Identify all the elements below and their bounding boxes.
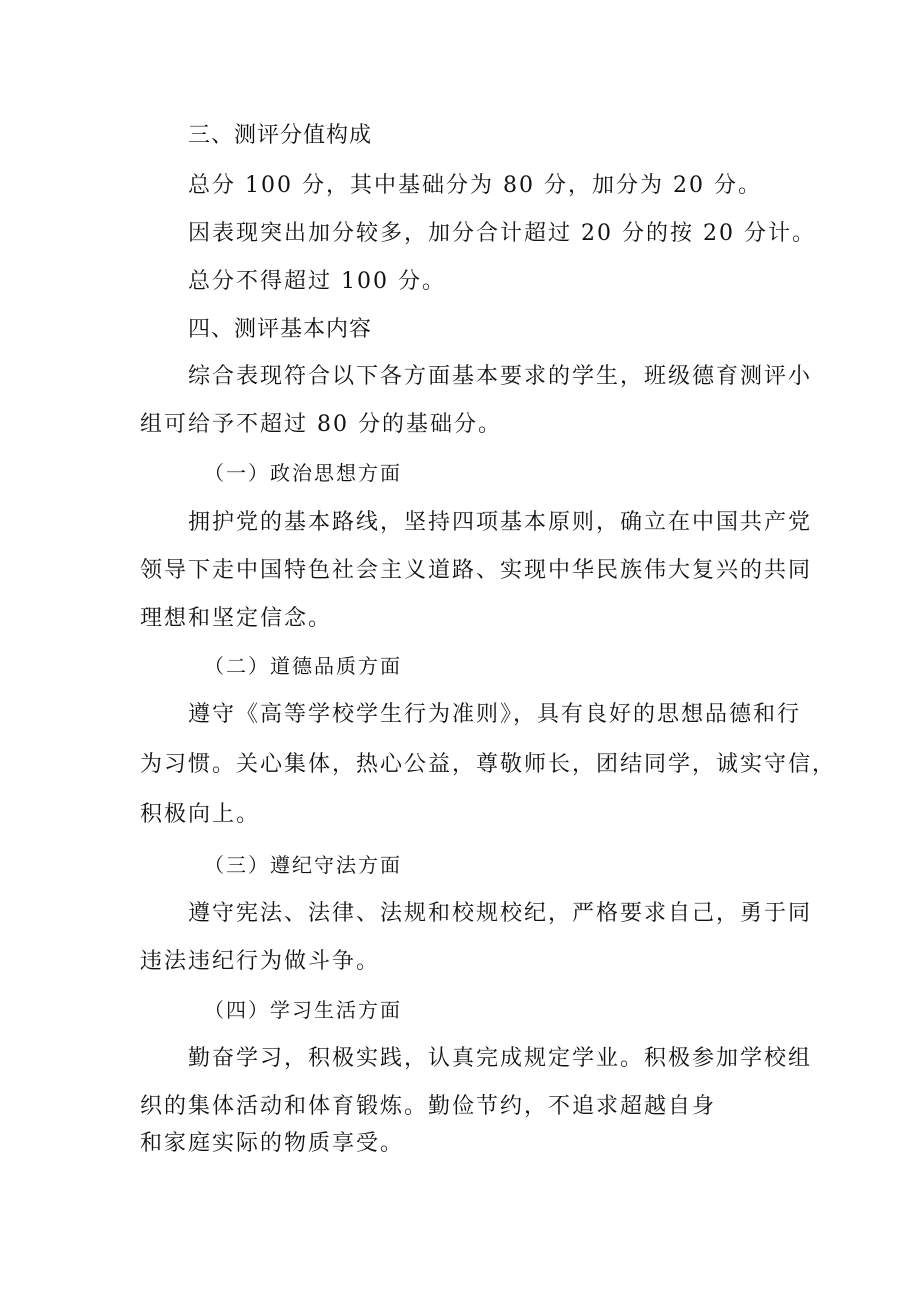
paragraph-line: 组可给予不超过 80 分的基础分。 bbox=[140, 412, 502, 437]
subsection-heading: （二）道德品质方面 bbox=[204, 654, 402, 678]
subsection-heading: （一）政治思想方面 bbox=[204, 461, 402, 485]
paragraph-line: 综合表现符合以下各方面基本要求的学生，班级德育测评小 bbox=[188, 364, 813, 389]
paragraph-line: 勤奋学习，积极实践，认真完成规定学业。积极参加学校组 bbox=[188, 1046, 813, 1071]
subsection-heading: （三）遵纪守法方面 bbox=[204, 853, 402, 877]
paragraph-line: 因表现突出加分较多，加分合计超过 20 分的按 20 分计。 bbox=[188, 221, 816, 246]
paragraph-line: 为习惯。关心集体，热心公益，尊敬师长，团结同学，诚实守信， bbox=[140, 752, 837, 777]
paragraph-line: 拥护党的基本路线，坚持四项基本原则，确立在中国共产党 bbox=[188, 510, 813, 535]
section-heading: 三、测评分值构成 bbox=[188, 123, 373, 148]
paragraph-line: 领导下走中国特色社会主义道路、实现中华民族伟大复兴的共同 bbox=[140, 558, 813, 583]
paragraph-line: 和家庭实际的物质享受。 bbox=[140, 1131, 405, 1156]
paragraph-line: 理想和坚定信念。 bbox=[140, 606, 333, 631]
paragraph-line: 总分 100 分，其中基础分为 80 分，加分为 20 分。 bbox=[188, 173, 762, 198]
paragraph-line: 总分不得超过 100 分。 bbox=[188, 269, 446, 294]
section-heading: 四、测评基本内容 bbox=[188, 317, 373, 342]
paragraph-line: 遵守《高等学校学生行为准则》，具有良好的思想品德和行 bbox=[188, 702, 802, 727]
paragraph-line: 积极向上。 bbox=[140, 802, 261, 827]
paragraph-line: 违法违纪行为做斗争。 bbox=[140, 949, 381, 974]
paragraph-line: 织的集体活动和体育锻炼。勤俭节约，不追求超越自身 bbox=[140, 1094, 717, 1119]
subsection-heading: （四）学习生活方面 bbox=[204, 998, 402, 1022]
paragraph-line: 遵守宪法、法律、法规和校规校纪，严格要求自己，勇于同 bbox=[188, 901, 813, 926]
